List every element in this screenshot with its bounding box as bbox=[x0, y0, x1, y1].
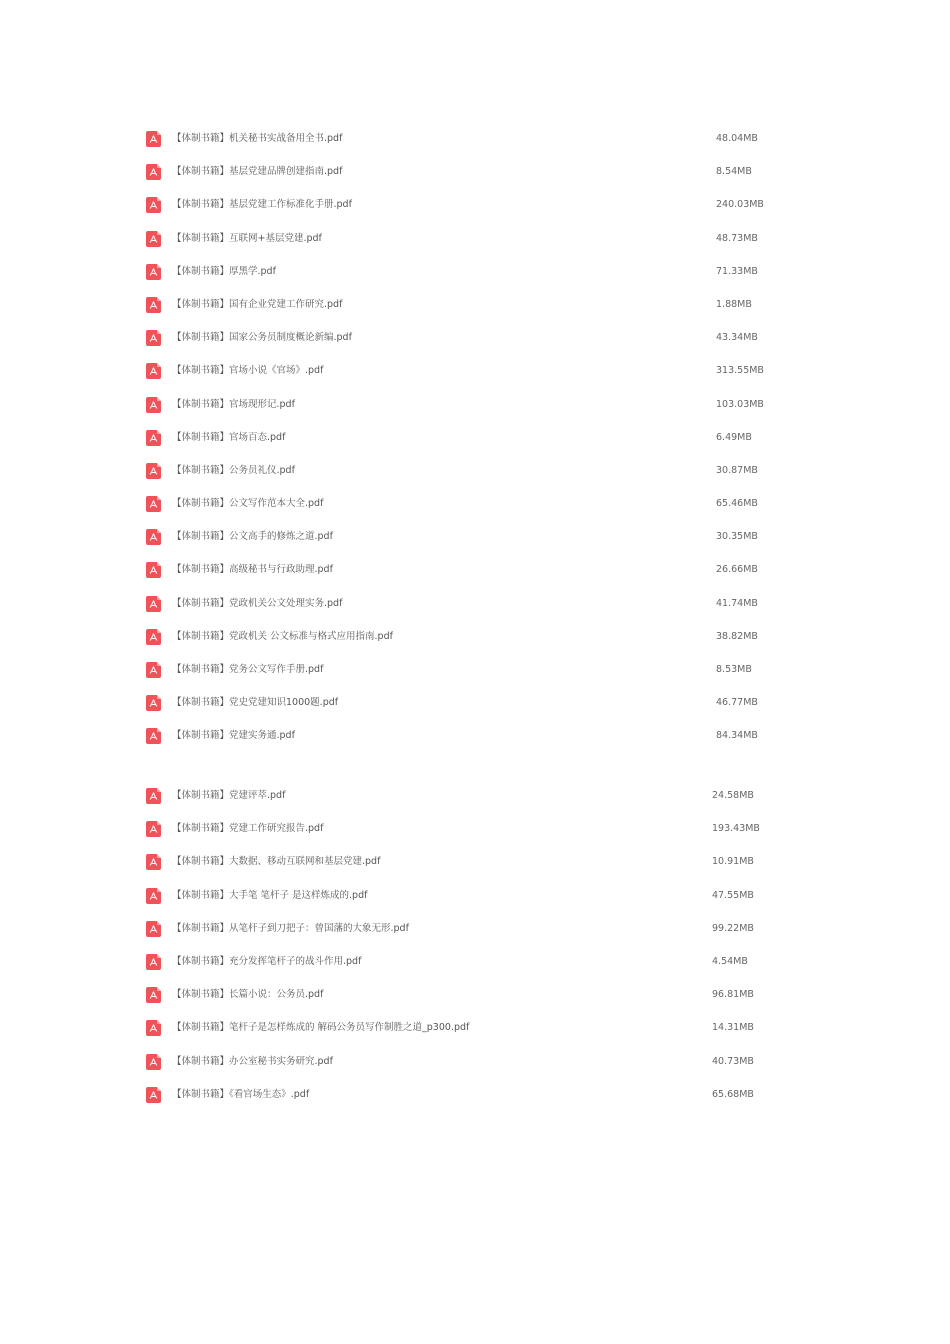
file-size: 46.77MB bbox=[716, 697, 758, 709]
file-row[interactable] bbox=[0, 686, 950, 719]
file-name: 【体制书籍】官场百态.pdf bbox=[172, 431, 286, 443]
pdf-file-icon bbox=[146, 921, 161, 937]
file-size: 48.73MB bbox=[716, 232, 758, 244]
file-name: 【体制书籍】公务员礼仪.pdf bbox=[172, 464, 295, 476]
file-name: 【体制书籍】官场现形记.pdf bbox=[172, 398, 295, 410]
file-name: 【体制书籍】国有企业党建工作研究.pdf bbox=[172, 298, 343, 310]
file-size: 10.91MB bbox=[712, 856, 754, 868]
file-name: 【体制书籍】基层党建品牌创建指南.pdf bbox=[172, 166, 343, 178]
pdf-file-icon bbox=[146, 363, 161, 379]
file-size: 41.74MB bbox=[716, 597, 758, 609]
file-row[interactable] bbox=[0, 587, 950, 620]
file-row[interactable] bbox=[0, 354, 950, 387]
file-name: 【体制书籍】机关秘书实战备用全书.pdf bbox=[172, 133, 343, 144]
pdf-file-icon bbox=[146, 728, 161, 744]
file-name: 【体制书籍】从笔杆子到刀把子：曾国藩的大象无形.pdf bbox=[172, 922, 409, 934]
file-row[interactable] bbox=[0, 222, 950, 255]
pdf-file-icon bbox=[146, 1020, 161, 1036]
file-size: 99.22MB bbox=[712, 922, 754, 934]
file-size: 96.81MB bbox=[712, 989, 754, 1001]
file-row[interactable] bbox=[0, 155, 950, 188]
file-size: 14.31MB bbox=[712, 1022, 754, 1034]
pdf-file-icon bbox=[146, 788, 161, 804]
file-size: 48.04MB bbox=[716, 133, 758, 144]
file-row[interactable] bbox=[0, 1011, 950, 1044]
file-row[interactable] bbox=[0, 653, 950, 686]
file-size: 26.66MB bbox=[716, 564, 758, 576]
file-size: 40.73MB bbox=[712, 1055, 754, 1067]
file-name: 【体制书籍】厚黑学.pdf bbox=[172, 265, 276, 277]
file-row[interactable] bbox=[0, 487, 950, 520]
file-row[interactable] bbox=[0, 1078, 950, 1111]
pdf-file-icon bbox=[146, 397, 161, 413]
file-size: 71.33MB bbox=[716, 265, 758, 277]
pdf-file-icon bbox=[146, 231, 161, 247]
file-name: 【体制书籍】党史党建知识1000题.pdf bbox=[172, 697, 339, 709]
pdf-file-icon bbox=[146, 164, 161, 180]
file-row[interactable] bbox=[0, 719, 950, 752]
file-name: 【体制书籍】党建工作研究报告.pdf bbox=[172, 823, 324, 835]
file-row[interactable] bbox=[0, 188, 950, 221]
pdf-file-icon bbox=[146, 954, 161, 970]
pdf-file-icon bbox=[146, 197, 161, 213]
file-row[interactable] bbox=[0, 779, 950, 812]
file-row[interactable] bbox=[0, 288, 950, 321]
pdf-file-icon bbox=[146, 1054, 161, 1070]
file-size: 313.55MB bbox=[716, 365, 764, 377]
file-name: 【体制书籍】大数据、移动互联网和基层党建.pdf bbox=[172, 856, 381, 868]
file-row[interactable] bbox=[0, 122, 950, 155]
file-size: 43.34MB bbox=[716, 332, 758, 344]
file-row[interactable] bbox=[0, 912, 950, 945]
file-size: 65.68MB bbox=[712, 1088, 754, 1100]
file-name: 【体制书籍】充分发挥笔杆子的战斗作用.pdf bbox=[172, 955, 362, 967]
file-list-group-2 bbox=[0, 779, 950, 1111]
file-size: 24.58MB bbox=[712, 790, 754, 801]
pdf-file-icon bbox=[146, 662, 161, 678]
file-size: 38.82MB bbox=[716, 630, 758, 642]
file-row[interactable] bbox=[0, 945, 950, 978]
pdf-file-icon bbox=[146, 562, 161, 578]
pdf-file-icon bbox=[146, 629, 161, 645]
file-row[interactable] bbox=[0, 879, 950, 912]
file-list-group-1 bbox=[0, 122, 950, 753]
file-name: 【体制书籍】基层党建工作标准化手册.pdf bbox=[172, 199, 352, 211]
file-name: 【体制书籍】高级秘书与行政助理.pdf bbox=[172, 564, 333, 576]
file-name: 【体制书籍】办公室秘书实务研究.pdf bbox=[172, 1055, 333, 1067]
pdf-file-icon bbox=[146, 1087, 161, 1103]
file-name: 【体制书籍】党政机关公文处理实务.pdf bbox=[172, 597, 343, 609]
file-row[interactable] bbox=[0, 255, 950, 288]
file-row[interactable] bbox=[0, 553, 950, 586]
pdf-file-icon bbox=[146, 987, 161, 1003]
file-size: 30.35MB bbox=[716, 531, 758, 543]
pdf-file-icon bbox=[146, 264, 161, 280]
file-size: 47.55MB bbox=[712, 889, 754, 901]
file-size: 65.46MB bbox=[716, 498, 758, 510]
file-size: 4.54MB bbox=[712, 955, 748, 967]
file-name: 【体制书籍】官场小说《官场》.pdf bbox=[172, 365, 324, 377]
file-name: 【体制书籍】党务公文写作手册.pdf bbox=[172, 664, 324, 675]
file-row[interactable] bbox=[0, 620, 950, 653]
pdf-file-icon bbox=[146, 330, 161, 346]
file-name: 【体制书籍】长篇小说：公务员.pdf bbox=[172, 989, 324, 1001]
pdf-file-icon bbox=[146, 596, 161, 612]
file-size: 30.87MB bbox=[716, 464, 758, 476]
file-size: 6.49MB bbox=[716, 431, 752, 443]
file-size: 84.34MB bbox=[716, 730, 758, 742]
pdf-file-icon bbox=[146, 854, 161, 870]
file-name: 【体制书籍】公文写作范本大全.pdf bbox=[172, 498, 324, 510]
file-name: 【体制书籍】国家公务员制度概论新编.pdf bbox=[172, 332, 352, 344]
pdf-file-icon bbox=[146, 888, 161, 904]
pdf-file-icon bbox=[146, 821, 161, 837]
file-name: 【体制书籍】大手笔 笔杆子 是这样炼成的.pdf bbox=[172, 889, 368, 901]
file-row[interactable] bbox=[0, 421, 950, 454]
pdf-file-icon bbox=[146, 695, 161, 711]
file-row[interactable] bbox=[0, 388, 950, 421]
file-name: 【体制书籍】公文高手的修炼之道.pdf bbox=[172, 531, 333, 543]
pdf-file-icon bbox=[146, 430, 161, 446]
pdf-file-icon bbox=[146, 131, 161, 147]
file-name: 【体制书籍】党建评萃.pdf bbox=[172, 790, 286, 801]
file-size: 8.53MB bbox=[716, 664, 752, 675]
file-size: 193.43MB bbox=[712, 823, 760, 835]
file-name: 【体制书籍】笔杆子是怎样炼成的 解码公务员写作制胜之道_p300.pdf bbox=[172, 1022, 470, 1034]
file-size: 103.03MB bbox=[716, 398, 764, 410]
pdf-file-icon bbox=[146, 496, 161, 512]
file-row[interactable] bbox=[0, 845, 950, 878]
file-row[interactable] bbox=[0, 454, 950, 487]
file-name: 【体制书籍】《看官场生态》.pdf bbox=[172, 1088, 310, 1100]
file-row[interactable] bbox=[0, 978, 950, 1011]
file-size: 240.03MB bbox=[716, 199, 764, 211]
pdf-file-icon bbox=[146, 529, 161, 545]
pdf-file-icon bbox=[146, 297, 161, 313]
file-row[interactable] bbox=[0, 520, 950, 553]
pdf-file-icon bbox=[146, 463, 161, 479]
file-size: 8.54MB bbox=[716, 166, 752, 178]
file-name: 【体制书籍】党建实务通.pdf bbox=[172, 730, 295, 742]
file-size: 1.88MB bbox=[716, 298, 752, 310]
file-name: 【体制书籍】党政机关 公文标准与格式应用指南.pdf bbox=[172, 630, 393, 642]
file-row[interactable] bbox=[0, 1045, 950, 1078]
file-name: 【体制书籍】互联网+基层党建.pdf bbox=[172, 232, 322, 244]
file-row[interactable] bbox=[0, 321, 950, 354]
file-row[interactable] bbox=[0, 812, 950, 845]
